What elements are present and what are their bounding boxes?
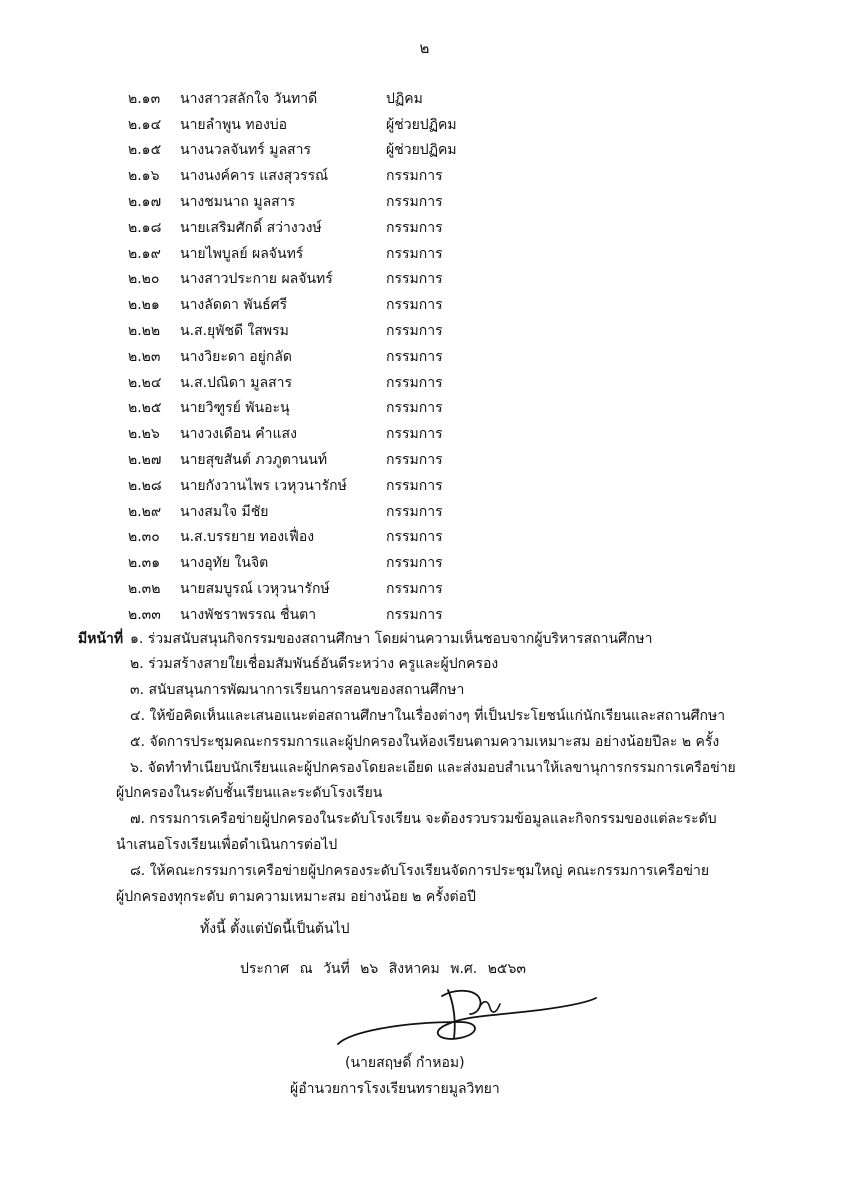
- member-name: นายไพบูลย์ ผลจันทร์: [180, 245, 304, 262]
- committee-member-list: [128, 86, 688, 628]
- member-row: [128, 473, 688, 499]
- member-number: ๒.๓๒: [128, 581, 161, 598]
- member-row: [128, 421, 688, 447]
- member-row: [128, 138, 688, 164]
- member-name: นายสุขสันต์ ภวภูตานนท์: [180, 452, 328, 469]
- duty-item: ๑. ร่วมสนับสนุนกิจกรรมของสถานศึกษา โดยผ่านความเห็นชอบจากผู้บริหารสถานศึกษา: [130, 631, 653, 647]
- member-number: ๒.๒๒: [128, 323, 161, 340]
- member-number: ๒.๑๙: [128, 245, 161, 262]
- member-role: ปฏิคม: [386, 90, 423, 107]
- duty-item-continuation: ผู้ปกครองในระดับชั้นเรียนและระดับโรงเรียน: [116, 785, 383, 801]
- member-number: ๒.๑๕: [128, 142, 162, 159]
- member-row: [128, 344, 688, 370]
- duty-item: ๘. ให้คณะกรรมการเครือข่ายผู้ปกครองระดับโรงเรียนจัดการประชุมใหญ่ คณะกรรมการเครือข่าย: [130, 863, 710, 879]
- member-name: นางนงค์คาร แสงสุวรรณ์: [180, 168, 329, 185]
- member-name: นายเสริมศักดิ์ สว่างวงษ์: [180, 219, 322, 236]
- announcement-date: ประกาศ ณ วันที่ ๒๖ สิงหาคม พ.ศ. ๒๕๖๓: [240, 961, 526, 977]
- member-row: [128, 318, 688, 344]
- member-row: [128, 550, 688, 576]
- member-row: [128, 447, 688, 473]
- member-role: กรรมการ: [386, 219, 443, 236]
- member-number: ๒.๒๐: [128, 271, 160, 288]
- member-role: กรรมการ: [386, 503, 443, 520]
- member-name: น.ส.ปณิดา มูลสาร: [180, 374, 293, 391]
- member-role: กรรมการ: [386, 426, 443, 443]
- member-name: นางลัดดา พันธ์ศรี: [180, 297, 288, 314]
- signer-title: ผู้อำนวยการโรงเรียนทรายมูลวิทยา: [290, 1081, 500, 1097]
- member-role: กรรมการ: [386, 168, 443, 185]
- member-name: น.ส.บรรยาย ทองเฟื่อง: [180, 529, 315, 546]
- member-row: [128, 499, 688, 525]
- duty-item: ๕. จัดการประชุมคณะกรรมการและผู้ปกครองในห้องเรียนตามความเหมาะสม อย่างน้อยปีละ ๒ ครั้ง: [130, 734, 720, 750]
- member-role: กรรมการ: [386, 374, 443, 391]
- member-role: กรรมการ: [386, 477, 443, 494]
- member-row: [128, 189, 688, 215]
- member-name: นางวงเดือน คำแสง: [180, 426, 297, 443]
- duty-item: ๓. สนับสนุนการพัฒนาการเรียนการสอนของสถานศึกษา: [130, 682, 465, 698]
- member-role: กรรมการ: [386, 606, 443, 623]
- member-role: กรรมการ: [386, 297, 443, 314]
- member-number: ๒.๑๘: [128, 219, 162, 236]
- duty-item: ๖. จัดทำทำเนียบนักเรียนและผู้ปกครองโดยละเอียด และส่งมอบสำเนาให้เลขานุการกรรมการเครือข่าย: [130, 760, 736, 776]
- member-row: [128, 267, 688, 293]
- member-name: นางชมนาถ มูลสาร: [180, 194, 296, 211]
- member-number: ๒.๓๓: [128, 606, 161, 623]
- member-role: กรรมการ: [386, 400, 443, 417]
- member-row: [128, 602, 688, 628]
- member-number: ๒.๒๗: [128, 452, 162, 469]
- member-name: นางพัชราพรรณ ชื่นตา: [180, 606, 317, 623]
- duty-item: ๗. กรรมการเครือข่ายผู้ปกครองในระดับโรงเรียน จะต้องรวบรวมข้อมูลและกิจกรรมของแต่ละระดับ: [130, 811, 717, 827]
- member-number: ๒.๒๖: [128, 426, 160, 443]
- member-row: [128, 370, 688, 396]
- member-row: [128, 86, 688, 112]
- duty-item: ๒. ร่วมสร้างสายใยเชื่อมสัมพันธ์อันดีระหว่าง ครูและผู้ปกครอง: [130, 656, 499, 672]
- member-number: ๒.๑๖: [128, 168, 160, 185]
- page-number: ๒: [419, 39, 430, 57]
- member-row: [128, 215, 688, 241]
- member-role: ผู้ช่วยปฏิคม: [386, 142, 457, 159]
- member-role: กรรมการ: [386, 555, 443, 572]
- member-role: กรรมการ: [386, 194, 443, 211]
- member-name: นางสาวสลักใจ วันทาดี: [180, 90, 318, 107]
- member-role: กรรมการ: [386, 348, 443, 365]
- member-role: กรรมการ: [386, 245, 443, 262]
- member-role: ผู้ช่วยปฏิคม: [386, 116, 457, 133]
- member-row: [128, 163, 688, 189]
- member-number: ๒.๑๗: [128, 194, 162, 211]
- member-row: [128, 525, 688, 551]
- member-name: นายกังวานไพร เวหุวนารักษ์: [180, 477, 347, 494]
- member-name: นางนวลจันทร์ มูลสาร: [180, 142, 311, 159]
- member-role: กรรมการ: [386, 529, 443, 546]
- member-role: กรรมการ: [386, 581, 443, 598]
- duty-item-continuation: ผู้ปกครองทุกระดับ ตามความเหมาะสม อย่างน้อย ๒ ครั้งต่อปี: [116, 889, 476, 905]
- member-row: [128, 241, 688, 267]
- member-name: นางสาวประกาย ผลจันทร์: [180, 271, 333, 288]
- member-role: กรรมการ: [386, 323, 443, 340]
- member-number: ๒.๒๑: [128, 297, 160, 314]
- member-name: นายวิฑูรย์ พันอะนุ: [180, 400, 290, 417]
- effective-statement: ทั้งนี้ ตั้งแต่บัดนี้เป็นต้นไป: [200, 921, 350, 937]
- member-name: น.ส.ยุพัชดี ใสพรม: [180, 323, 289, 340]
- member-row: [128, 292, 688, 318]
- member-name: นางวิยะดา อยู่กลัด: [180, 348, 293, 365]
- member-number: ๒.๓๑: [128, 555, 161, 572]
- duty-item-continuation: นำเสนอโรงเรียนเพื่อดำเนินการต่อไป: [116, 837, 338, 853]
- member-name: นางอุทัย ในจิต: [180, 555, 269, 572]
- signer-name: (นายสฤษดิ์ กำหอม): [345, 1055, 465, 1071]
- member-number: ๒.๒๙: [128, 503, 162, 520]
- member-role: กรรมการ: [386, 271, 443, 288]
- member-row: [128, 576, 688, 602]
- duty-item: ๔. ให้ข้อคิดเห็นและเสนอแนะต่อสถานศึกษาในเรื่องต่างๆ ที่เป็นประโยชน์แก่นักเรียนและสถานศึกษา: [130, 708, 726, 724]
- member-row: [128, 396, 688, 422]
- handwritten-signature: [330, 982, 600, 1052]
- member-row: [128, 112, 688, 138]
- member-name: นายสมบูรณ์ เวหุวนารักษ์: [180, 581, 330, 598]
- member-role: กรรมการ: [386, 452, 443, 469]
- member-number: ๒.๑๔: [128, 116, 162, 133]
- member-number: ๒.๑๓: [128, 90, 161, 107]
- member-number: ๒.๒๘: [128, 477, 162, 494]
- member-number: ๒.๓๐: [128, 529, 160, 546]
- member-number: ๒.๒๕: [128, 400, 162, 417]
- member-name: นางสมใจ มีชัย: [180, 503, 269, 520]
- member-number: ๒.๒๔: [128, 374, 162, 391]
- member-name: นายลำพูน ทองบ่อ: [180, 116, 288, 133]
- duties-heading: มีหน้าที่: [78, 631, 124, 647]
- member-number: ๒.๒๓: [128, 348, 161, 365]
